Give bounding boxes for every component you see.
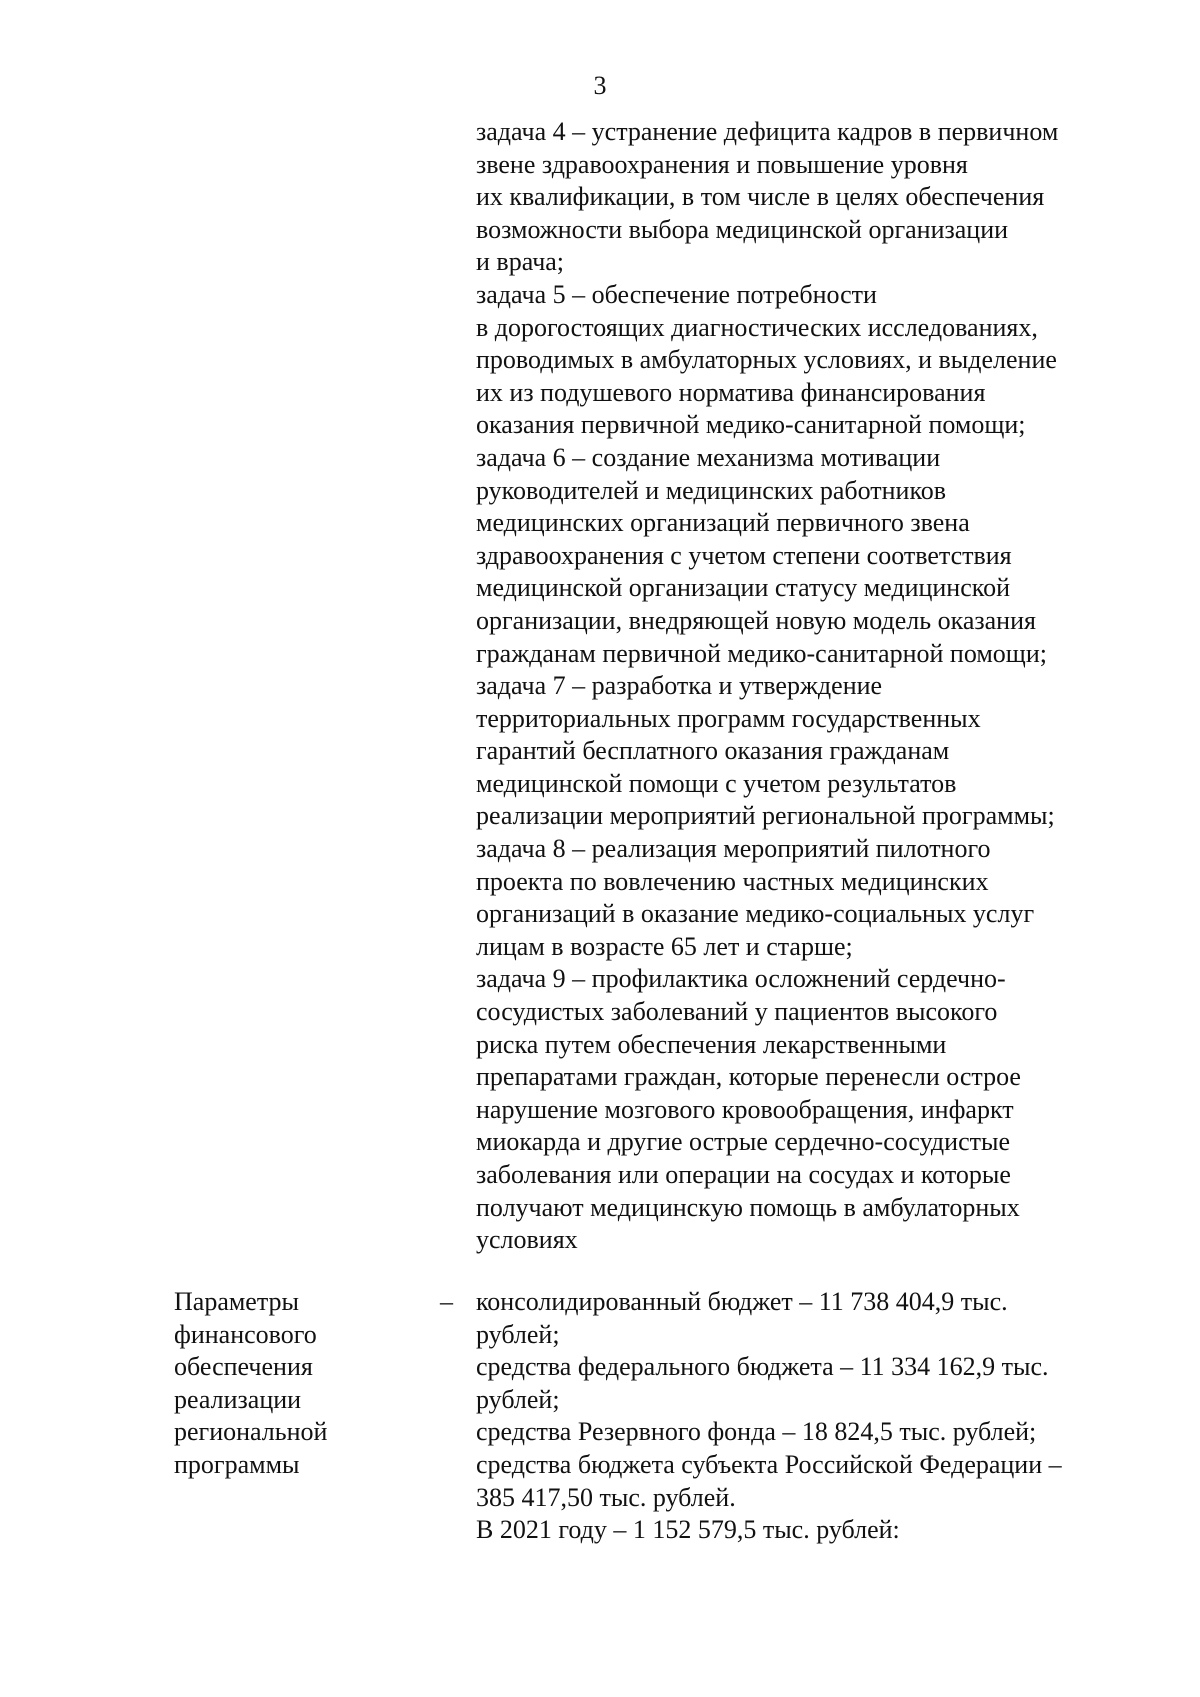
text-line: задача 8 – реализация мероприятий пилотного [476, 834, 991, 864]
text-line: задача 6 – создание механизма мотивации [476, 442, 941, 472]
value-line: В 2021 году – 1 152 579,5 тыс. рублей: [476, 1515, 900, 1545]
label-line: финансового [174, 1319, 317, 1349]
value-line: средства федерального бюджета – 11 334 162,9 тыс. [476, 1352, 1049, 1382]
value-line: консолидированный бюджет – 11 738 404,9 тыс. [476, 1287, 1008, 1316]
text-line: возможности выбора медицинской организации [476, 214, 1009, 244]
text-line: звене здравоохранения и повышение уровня [476, 149, 968, 179]
text-line: в дорогостоящих диагностических исследованиях, [476, 312, 1038, 342]
text-line: задача 9 – профилактика осложнений сердечно- [476, 964, 1006, 994]
label-line: Параметры [174, 1287, 299, 1316]
text-line: их квалификации, в том числе в целях обеспечения [476, 182, 1045, 212]
value-line: средства бюджета субъекта Российской Федерации – [476, 1449, 1062, 1479]
value-line: 385 417,50 тыс. рублей. [476, 1482, 736, 1512]
text-line: получают медицинскую помощь в амбулаторных [476, 1192, 1020, 1222]
text-line: медицинской помощи с учетом результатов [476, 768, 957, 798]
tasks-text [476, 116, 1156, 1257]
text-line: нарушение мозгового кровообращения, инфаркт [476, 1094, 1014, 1124]
text-line: задача 4 – устранение дефицита кадров в первичном [476, 117, 1059, 146]
text-line: проводимых в амбулаторных условиях, и выделение [476, 345, 1057, 375]
finance-values [476, 1286, 1156, 1547]
text-line: условиях [476, 1225, 578, 1255]
text-line: задача 7 – разработка и утверждение [476, 671, 883, 701]
text-line: заболевания или операции на сосудах и которые [476, 1160, 1011, 1189]
text-line: руководителей и медицинских работников [476, 475, 947, 505]
text-line: гарантий бесплатного оказания гражданам [476, 736, 950, 766]
label-line: обеспечения [174, 1352, 313, 1382]
text-line: гражданам первичной медико-санитарной помощи; [476, 638, 1047, 668]
finance-parameters-label [174, 1286, 414, 1482]
text-line: задача 5 – обеспечение потребности [476, 279, 877, 309]
value-line: средства Резервного фонда – 18 824,5 тыс. рублей; [476, 1417, 1037, 1447]
text-line: реализации мероприятий региональной программы; [476, 801, 1055, 831]
page-number: 3 [593, 71, 607, 100]
text-line: и врача; [476, 247, 565, 277]
label-line: региональной [174, 1417, 328, 1447]
text-line: территориальных программ государственных [476, 703, 981, 733]
text-line: здравоохранения с учетом степени соответствия [476, 540, 1012, 570]
text-line: медицинских организаций первичного звена [476, 508, 970, 538]
text-line: оказания первичной медико-санитарной помощи; [476, 410, 1026, 440]
text-line: миокарда и другие острые сердечно-сосудистые [476, 1127, 1010, 1157]
label-line: программы [174, 1449, 300, 1479]
text-line: препаратами граждан, которые перенесли острое [476, 1062, 1021, 1092]
text-line: организации, внедряющей новую модель оказания [476, 605, 1036, 635]
label-line: реализации [174, 1384, 302, 1414]
value-line: рублей; [476, 1319, 560, 1349]
text-line: их из подушевого норматива финансирования [476, 377, 986, 407]
text-line: сосудистых заболеваний у пациентов высокого [476, 997, 998, 1027]
text-line: риска путем обеспечения лекарственными [476, 1029, 947, 1059]
text-line: лицам в возрасте 65 лет и старше; [476, 931, 853, 961]
text-line: проекта по вовлечению частных медицинских [476, 866, 989, 896]
text-line: организаций в оказание медико-социальных услуг [476, 899, 1035, 929]
finance-dash: – [440, 1287, 453, 1316]
value-line: рублей; [476, 1384, 560, 1414]
text-line: медицинской организации статусу медицинской [476, 573, 1010, 603]
